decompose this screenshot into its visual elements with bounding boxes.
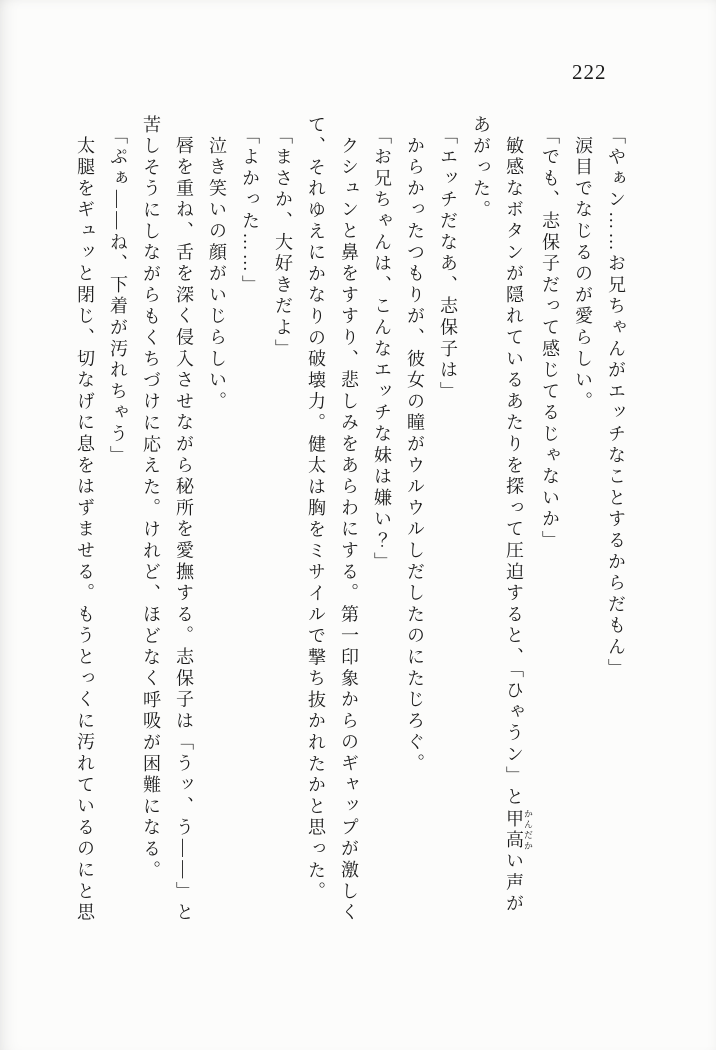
text-column-5: あがった。 [471,115,491,222]
text-column-14: 唇を重ね、舌を深く侵入させながら秘所を愛撫する。志保子は「うッ、う――」と [174,136,194,925]
text-column-2: 涙目でなじるのが愛らしい。 [573,136,593,413]
text-column-4: 敏感なボタンが隠れているあたりを探って圧迫すると、「ひゃうン」と甲高 かんだかい声が [504,136,533,916]
text-column-12: 「よかった……」 [240,126,260,297]
text-column-13: 泣き笑いの顔がいじらしい。 [207,136,227,413]
text-column-3: 「でも、志保子だって感じてるじゃないか」 [540,126,560,552]
text-column-17: 太腿をギュッと閉じ、切なげに息をはずませる。もうとっくに汚れているのにと思 [75,136,95,925]
text-column-8: 「お兄ちゃんは、こんなエッチな妹は嫌い？」 [372,126,392,574]
text-column-6: 「エッチだなあ、志保子は」 [438,126,458,403]
text-column-15: 苦しそうにしながらもくちづけに応えた。けれど、ほどなく呼吸が困難になる。 [141,115,161,882]
text-column-16: 「ぷぁ――ね、下着が汚れちゃう」 [108,126,128,467]
text-column-7: からかったつもりが、彼女の瞳がウルウルしだしたのにたじろぐ。 [405,136,425,775]
text-column-1: 「やぁン……お兄ちゃんがエッチなことするからだもん」 [606,126,626,680]
vertical-text-block [71,115,632,945]
furigana-ruby: 甲高 かんだか [504,808,533,852]
text-column-11: 「まさか、大好きだよ」 [273,126,293,361]
text-column-10: て、それゆえにかなりの破壊力。健太は胸をミサイルで撃ち抜かれたかと思った。 [306,115,326,904]
text-column-9: クシュンと鼻をすすり、悲しみをあらわにする。第一印象からのギャップが激しく [339,136,359,925]
page-number: 222 [572,60,607,84]
